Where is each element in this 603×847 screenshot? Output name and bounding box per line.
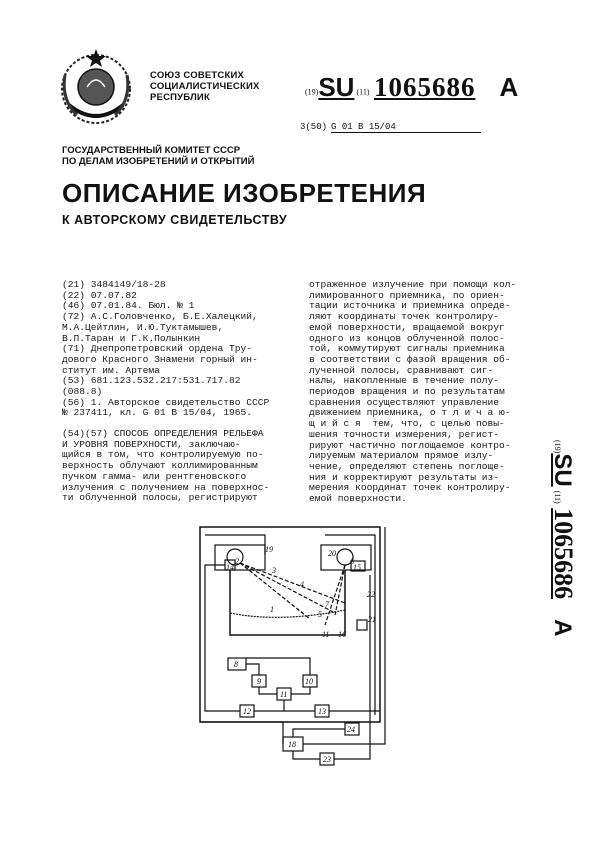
claim-line: ния и корректируют результаты из- <box>309 471 499 483</box>
ipc-label: 3(50) <box>300 122 328 132</box>
side-code-11: (11) <box>553 490 562 504</box>
biblio-line: (21) 3484149/18-28 <box>62 279 166 290</box>
biblio-line: (088.8) <box>62 386 103 398</box>
claim-line: емой поверхности. <box>309 493 407 505</box>
claim-line: излучения с получением на поверхнос- <box>62 481 270 493</box>
claim-line: щийся в том, что контролируемую по- <box>62 449 264 461</box>
label-22: 22 <box>367 590 375 599</box>
label-13: 13 <box>318 707 326 716</box>
document-title: ОПИСАНИЕ ИЗОБРЕТЕНИЯ <box>62 178 427 208</box>
label-9: 9 <box>257 677 261 686</box>
claim-line: шения точности измерения, регист- <box>309 428 499 440</box>
kind-code: A <box>499 72 519 102</box>
committee-line: ПО ДЕЛАМ ИЗОБРЕТЕНИЙ И ОТКРЫТИЙ <box>62 156 255 167</box>
label-10: 10 <box>305 677 313 686</box>
side-stamp <box>548 440 588 690</box>
claim-line: ляют координаты точек контролиру- <box>309 311 499 323</box>
source-housing <box>215 545 265 570</box>
code-11: (11) <box>356 87 370 97</box>
label-18: 18 <box>288 740 296 749</box>
document-subtitle: К АВТОРСКОМУ СВИДЕТЕЛЬСТВУ <box>62 213 288 227</box>
label-20: 20 <box>328 549 336 558</box>
label-6: 6 <box>350 557 354 566</box>
claim-line: сравнения осуществляют управление <box>309 396 499 408</box>
biblio-line: дового Красного Знамени горный ин- <box>62 353 258 365</box>
claim-line: пучком гамма- или рентгеновского <box>62 470 247 482</box>
ipc-code: G 01 B 15/04 <box>331 122 481 133</box>
label-4: 4 <box>300 580 304 589</box>
patent-number-block <box>305 72 518 103</box>
claim-line: периодов вращения и по результатам <box>309 386 505 398</box>
claim-line: той, коммутируют сигналы приемника <box>309 343 505 355</box>
biblio-line: (22) 07.07.82 <box>62 289 137 301</box>
biblio-line: № 237411, кл. G 01 B 15/04, 1965. <box>62 407 252 419</box>
claim-line: движением приемника, о т л и ч а ю- <box>309 407 511 419</box>
side-patent-number: 1065686 <box>549 508 578 600</box>
label-21: 21 <box>368 615 376 624</box>
biblio-line: (56) 1. Авторское свидетельство СССР <box>62 396 270 408</box>
biblio-line: (72) А.С.Головченко, Б.Е.Халецкий, <box>62 311 258 323</box>
label-14: 14 <box>226 563 234 572</box>
claim-text-right <box>309 280 516 505</box>
claim-line: мерения координат точек контролиру- <box>309 482 511 494</box>
label-24: 24 <box>347 725 355 734</box>
union-line: РЕСПУБЛИК <box>150 92 210 103</box>
patent-number: 1065686 <box>373 72 476 102</box>
block-21 <box>357 620 367 630</box>
label-3: 3 <box>272 566 276 575</box>
side-code-19: (19) <box>553 440 562 454</box>
label-11b: 11 <box>280 690 288 699</box>
biblio-line: М.А.Цейтлин, И.Ю.Туктамышев, <box>62 321 224 333</box>
label-15: 15 <box>353 563 361 572</box>
committee-line: ГОСУДАРСТВЕННЫЙ КОМИТЕТ СССР <box>62 145 241 156</box>
biblio-line: (53) 681.123.532.217:531.717.82 <box>62 375 241 387</box>
claim-line: лученной полосы, сравнивают сиг- <box>309 364 494 376</box>
biblio-line: В.П.Таран и Г.К.Полынкин <box>62 332 201 344</box>
bibliographic-data <box>62 280 269 419</box>
union-line: СОЦИАЛИСТИЧЕСКИХ <box>150 81 260 92</box>
label-16: 16 <box>338 630 346 639</box>
claim-line: налы, накопленные в течение полу- <box>309 375 499 387</box>
union-name <box>150 70 260 103</box>
claim-line: (54)(57) СПОСОБ ОПРЕДЕЛЕНИЯ РЕЛЬЕФА <box>62 428 264 439</box>
claim-line: отраженное излучение при помощи кол- <box>309 279 517 290</box>
union-line: СОЮЗ СОВЕТСКИХ <box>150 70 245 81</box>
claim-line: ти облученной полосы, регистрируют <box>62 492 258 504</box>
claim-line: лируемым материалом прямое излу- <box>309 450 494 462</box>
side-kind: A <box>549 619 576 637</box>
biblio-line: (46) 07.01.84. Бюл. № 1 <box>62 300 195 312</box>
label-7: 7 <box>325 600 329 609</box>
claim-line: И УРОВНЯ ПОВЕРХНОСТИ, заключаю- <box>62 438 241 450</box>
claim-line: чение, определяют степень поглоще- <box>309 460 505 472</box>
committee-name <box>62 145 254 167</box>
claim-line: щ и й с я тем, что, с целью повы- <box>309 418 505 430</box>
label-23: 23 <box>323 755 331 764</box>
label-2: 2 <box>235 557 239 566</box>
label-1: 1 <box>270 605 274 614</box>
claim-line: одного из концов облученной полос- <box>309 332 505 344</box>
country-code: SU <box>318 72 355 102</box>
claim-line: в соответствии с фазой вращения об- <box>309 353 511 365</box>
ipc-line <box>300 122 481 133</box>
claim-line: лимированного приемника, по ориен- <box>309 289 505 301</box>
side-country: SU <box>549 453 576 487</box>
label-5: 5 <box>318 610 322 619</box>
biblio-line: (71) Днепропетровский ордена Тру- <box>62 343 252 355</box>
label-8: 8 <box>234 660 238 669</box>
patent-diagram <box>195 515 395 775</box>
claim-line: верхность облучают коллимированным <box>62 460 258 472</box>
claim-line: рируют частично поглощаемое контро- <box>309 439 511 451</box>
ussr-emblem-icon <box>55 45 137 127</box>
label-11: 11 <box>322 630 330 639</box>
claim-line: тации источника и приемника опреде- <box>309 300 511 312</box>
code-19: (19) <box>305 87 319 97</box>
label-19: 19 <box>265 545 273 554</box>
biblio-line: ститут им. Артема <box>62 364 160 376</box>
label-12: 12 <box>243 707 251 716</box>
claim-line: емой поверхности, вращаемой вокруг <box>309 321 505 333</box>
claim-text-left <box>62 429 269 504</box>
